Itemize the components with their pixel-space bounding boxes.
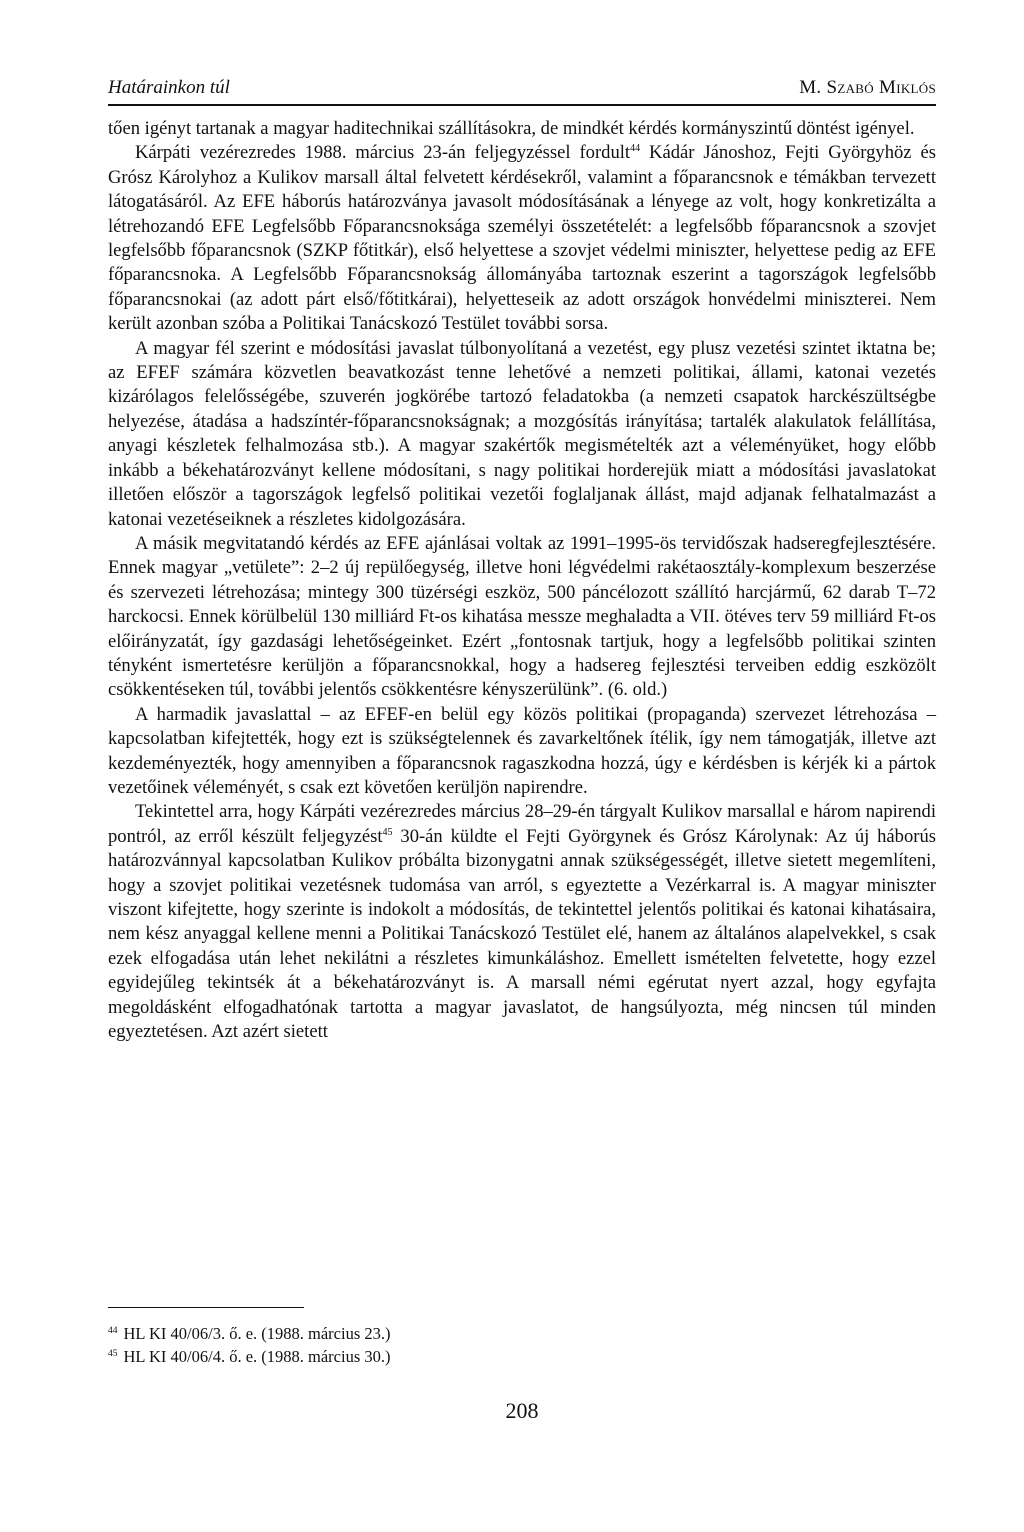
- body-text: [108, 117, 936, 1044]
- footnote-number: 44: [108, 1326, 118, 1336]
- paragraph-text: tően igényt tartanak a magyar haditechnikai szállításokra, de mindkét kérdés kormányszintű döntést igényel.: [108, 118, 915, 139]
- paragraph: [108, 337, 936, 532]
- paragraph-text: A harmadik javaslattal – az EFEF-en belül egy közös politikai (propaganda) szervezet létrehozása – kapcsolatban kifejtették, hogy ezt is szükségtelennek és zavarkeltőnek ítélik, így nem támogatják, illetve azt kezdeményezték, hogy amennyiben a főparancsnok ragaszkodna hozzá, úgy e kérdésben is kérjék ki a pártok vezetőinek véleményét, s csak ezt követően kerüljön napirendre.: [108, 703, 936, 798]
- paragraph: [108, 800, 936, 1044]
- running-head-title: Határainkon túl: [108, 77, 230, 98]
- paragraph-text: Tekintettel arra, hogy Kárpáti vezérezredes március 28–29-én tárgyalt Kulikov marsallal e három napirendi pontról, az erről készült feljegyzést: [108, 801, 936, 847]
- footnote: [108, 1322, 936, 1345]
- footnote-reference: 44: [630, 143, 641, 155]
- paragraph: [108, 703, 936, 801]
- document-page: [108, 0, 936, 1532]
- page-number: 208: [505, 1398, 539, 1423]
- footnote-text: HL KI 40/06/4. ő. e. (1988. március 30.): [123, 1347, 391, 1366]
- paragraph: [108, 532, 936, 703]
- paragraph: [108, 141, 936, 336]
- paragraph: [108, 117, 936, 141]
- paragraph-text: Kádár Jánoshoz, Fejti Györgyhöz és Grósz Károlyhoz a Kulikov marsall által felvetett kérdésekről, valamint a főparancsnok e témákban tervezett látogatásáról. Az EFE háborús határozványa javasolt módosításának a lényege az volt, hogy konkretizálta a létrehozandó EFE Legfelsőbb Főparancsnoksága személyi összetételét: a legfelsőbb főparancsnok a szovjet legfelsőbb főparancsnok (SZKP főtitkár), első helyettese a szovjet védelmi miniszter, helyettese pedig az EFE főparancsnoka. A Legfelsőbb Főparancsnokság állományába tartoznak eszerint a tagországok legfelsőbb főparancsnokai (az adott párt első/főtitkárai), helyetteseik az adott országok honvédelmi miniszterei. Nem került azonban szóba a Politikai Tanácskozó Testület további sorsa.: [108, 142, 936, 335]
- footnote-number: 45: [108, 1349, 118, 1359]
- paragraph-text: Kárpáti vezérezredes 1988. március 23-án feljegyzéssel fordult: [135, 142, 631, 164]
- paragraph-text: A magyar fél szerint e módosítási javaslat túlbonyolítaná a vezetést, egy plusz vezetési szintet iktatna be; az EFEF számára közvetlen beavatkozást tenne lehetővé a nemzeti politikai, állami, katonai vezetés kizárólagos felelősségébe, szuverén jogkörébe tartozó feladatokba (a nemzeti csapatok harckészültségbe helyezése, átadása a hadszíntér-főparancsnokságnak; a mozgósítás irányítása; tartalék alakulatok felállítása, anyagi készletek felhalmozása stb.). A magyar szakértők megismételték azt a véleményüket, hogy előbb inkább a békehatározványt kellene módosítani, s nagy politikai horderejük miatt a módosítási javaslatokat illetően először a tagországok legfelső politikai vezetői foglaljanak állást, majd adjanak felhatalmazást a katonai vezetéseiknek a részletes kidolgozására.: [108, 337, 936, 530]
- footnote-text: HL KI 40/06/3. ő. e. (1988. március 23.): [123, 1324, 391, 1343]
- footnotes: [108, 1322, 936, 1368]
- footnote: [108, 1345, 936, 1368]
- running-header: [108, 70, 936, 106]
- footnote-divider: [108, 1307, 304, 1308]
- paragraph-text: A másik megvitatandó kérdés az EFE ajánlásai voltak az 1991–1995-ös tervidőszak hadseregfejlesztésére. Ennek magyar „vetülete”: 2–2 új repülőegység, illetve honi légvédelmi rakétaosztály-komplexum beszerzése és szervezeti létrehozása; mintegy 300 tüzérségi eszköz, 500 páncélozott szállító harcjármű, 62 darab T–72 harckocsi. Ennek körülbelül 130 milliárd Ft-os kihatása messze meghaladta a VII. ötéves terv 59 milliárd Ft-os előirányzatát, így gazdasági lehetőségeinket. Ezért „fontosnak tartjuk, hogy a legfelsőbb politikai szinten tényként ismertetésre kerüljön a főparancsnokkal, hogy a hadsereg fejlesztési terveiben eddig eszközölt csökkentéseken túl, további jelentős csökkentésre kényszerülünk”. (6. old.): [108, 532, 936, 701]
- paragraph-text: 30-án küldte el Fejti Györgynek és Grósz Károlynak: Az új háborús határozvánnyal kapcsolatban Kulikov próbálta bizonygatni annak szükségességét, illetve sietett megemlíteni, hogy a szovjet politikai vezetésnek tudomása van arról, s egyeztette a Vezérkarral is. A magyar miniszter viszont kifejtette, hogy szerinte is indokolt a módosítás, de tekintettel jelentős politikai és katonai kihatásaira, nem kész anyaggal kellene menni a Politikai Tanácskozó Testület elé, hanem az általános alapelvekkel, s csak ezek elfogadása után lehet nekilátni a részletes kimunkáláshoz. Emellett ismételten felvetette, hogy ezzel egyidejűleg tekintsék át a békehatározványt is. A marsall némi egérutat nyert azzal, hogy egyfajta megoldásként elfogadhatónak tartotta a magyar javaslatot, de hangsúlyozta, még nincsen túl minden egyeztetésen. Azt azért sietett: [108, 825, 936, 1043]
- footnote-reference: 45: [382, 826, 393, 838]
- running-head-author: M. Szabó Miklós: [799, 77, 936, 98]
